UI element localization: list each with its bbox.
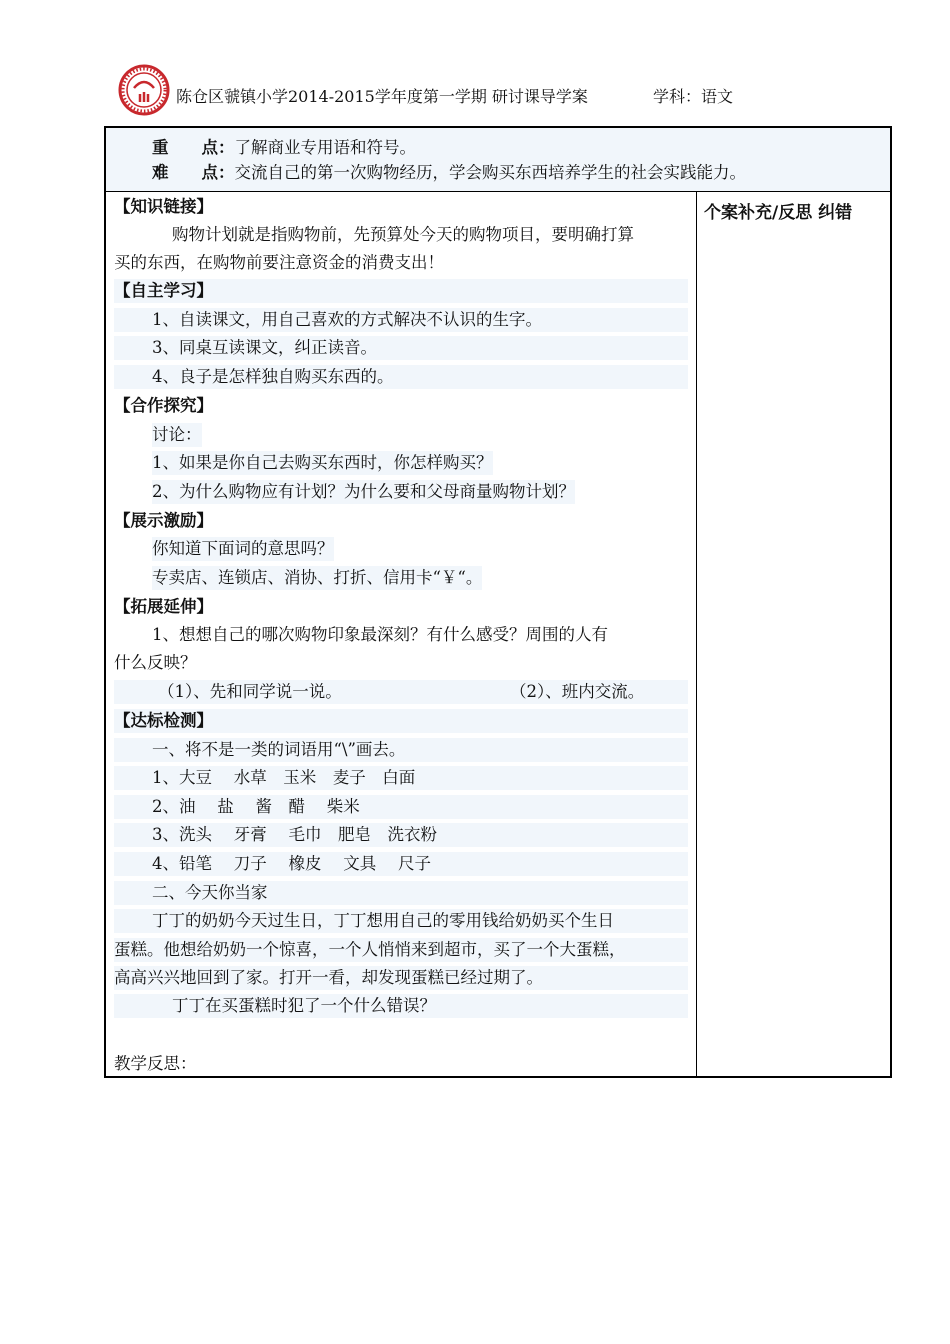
- test-story-2: 蛋糕。他想给奶奶一个惊喜，一个人悄悄来到超市，买了一个大蛋糕，: [114, 938, 688, 962]
- column-divider: [696, 192, 697, 1076]
- test-story-1: 丁丁的奶奶今天过生日，丁丁想用自己的零用钱给奶奶买个生日: [114, 909, 688, 933]
- self-study-item-2: 3、同桌互读课文，纠正读音。: [114, 336, 688, 360]
- cooperation-heading: 【合作探究】: [114, 396, 213, 415]
- test-part-1: 一、将不是一类的词语用“\”画去。: [114, 738, 688, 762]
- test-part-2: 二、今天你当家: [114, 881, 688, 905]
- focus-text: 了解商业专用语和符号。: [234, 138, 416, 157]
- extension-subitems: [114, 680, 688, 704]
- difficulty-label: 难 点：: [152, 163, 235, 182]
- self-study-item-1: 1、自读课文，用自己喜欢的方式解决不认识的生字。: [114, 308, 688, 332]
- knowledge-heading: 【知识链接】: [114, 197, 213, 216]
- knowledge-line-2: 买的东西，在购物前要注意资金的消费支出！: [114, 253, 444, 272]
- reflection-column-heading: 个案补充/反思 纠错: [704, 203, 853, 223]
- display-heading: 【展示激励】: [114, 511, 213, 530]
- difficulty-text: 交流自己的第一次购物经历，学会购买东西培养学生的社会实践能力。: [234, 163, 746, 182]
- self-study-heading: 【自主学习】: [114, 279, 688, 303]
- extension-heading: 【拓展延伸】: [114, 597, 213, 616]
- test-question: 丁丁在买蛋糕时犯了一个什么错误？: [114, 994, 688, 1018]
- teaching-reflection-label: 教学反思：: [114, 1054, 197, 1073]
- subject-label: 学科：语文: [653, 87, 734, 106]
- extension-sub-2: （2）、班内交流。: [510, 682, 645, 701]
- test-item-1: 1、大豆 水草 玉米 麦子 白面: [114, 766, 688, 790]
- self-study-item-3: 4、良子是怎样独自购买东西的。: [114, 365, 688, 389]
- test-item-3: 3、洗头 牙膏 毛巾 肥皂 洗衣粉: [114, 823, 688, 847]
- cooperation-item-1: 1、如果是你自己去购买东西时，你怎样购买？: [152, 451, 493, 475]
- extension-sub-1: （1）、先和同学说一说。: [158, 682, 342, 701]
- knowledge-line-1: 购物计划就是指购物前，先预算处今天的购物项目，要明确打算: [172, 225, 634, 244]
- display-line-1: 你知道下面词的意思吗？: [152, 537, 334, 561]
- test-heading: 【达标检测】: [114, 709, 688, 733]
- lesson-table: [104, 126, 892, 1078]
- school-logo-icon: [118, 64, 170, 116]
- test-story-3: 高高兴兴地回到了家。打开一看，却发现蛋糕已经过期了。: [114, 966, 688, 990]
- focus-row: [106, 128, 890, 192]
- document-title: 陈仓区虢镇小学2014-2015学年度第一学期 研讨课导学案: [176, 87, 588, 106]
- cooperation-item-2: 2、为什么购物应有计划？为什么要和父母商量购物计划？: [152, 480, 575, 504]
- extension-line-1: 1、想想自己的哪次购物印象最深刻？有什么感受？周围的人有: [152, 625, 608, 644]
- display-line-2: 专卖店、连锁店、消协、打折、信用卡“￥“。: [152, 566, 482, 590]
- cooperation-intro: 讨论：: [152, 423, 202, 447]
- focus-line: [152, 136, 416, 160]
- difficulty-line: [152, 161, 746, 185]
- page-header: [118, 64, 838, 120]
- extension-line-2: 什么反映？: [114, 653, 197, 672]
- test-item-2: 2、油 盐 酱 醋 柴米: [114, 795, 688, 819]
- test-item-4: 4、铅笔 刀子 橡皮 文具 尺子: [114, 852, 688, 876]
- focus-label: 重 点：: [152, 138, 235, 157]
